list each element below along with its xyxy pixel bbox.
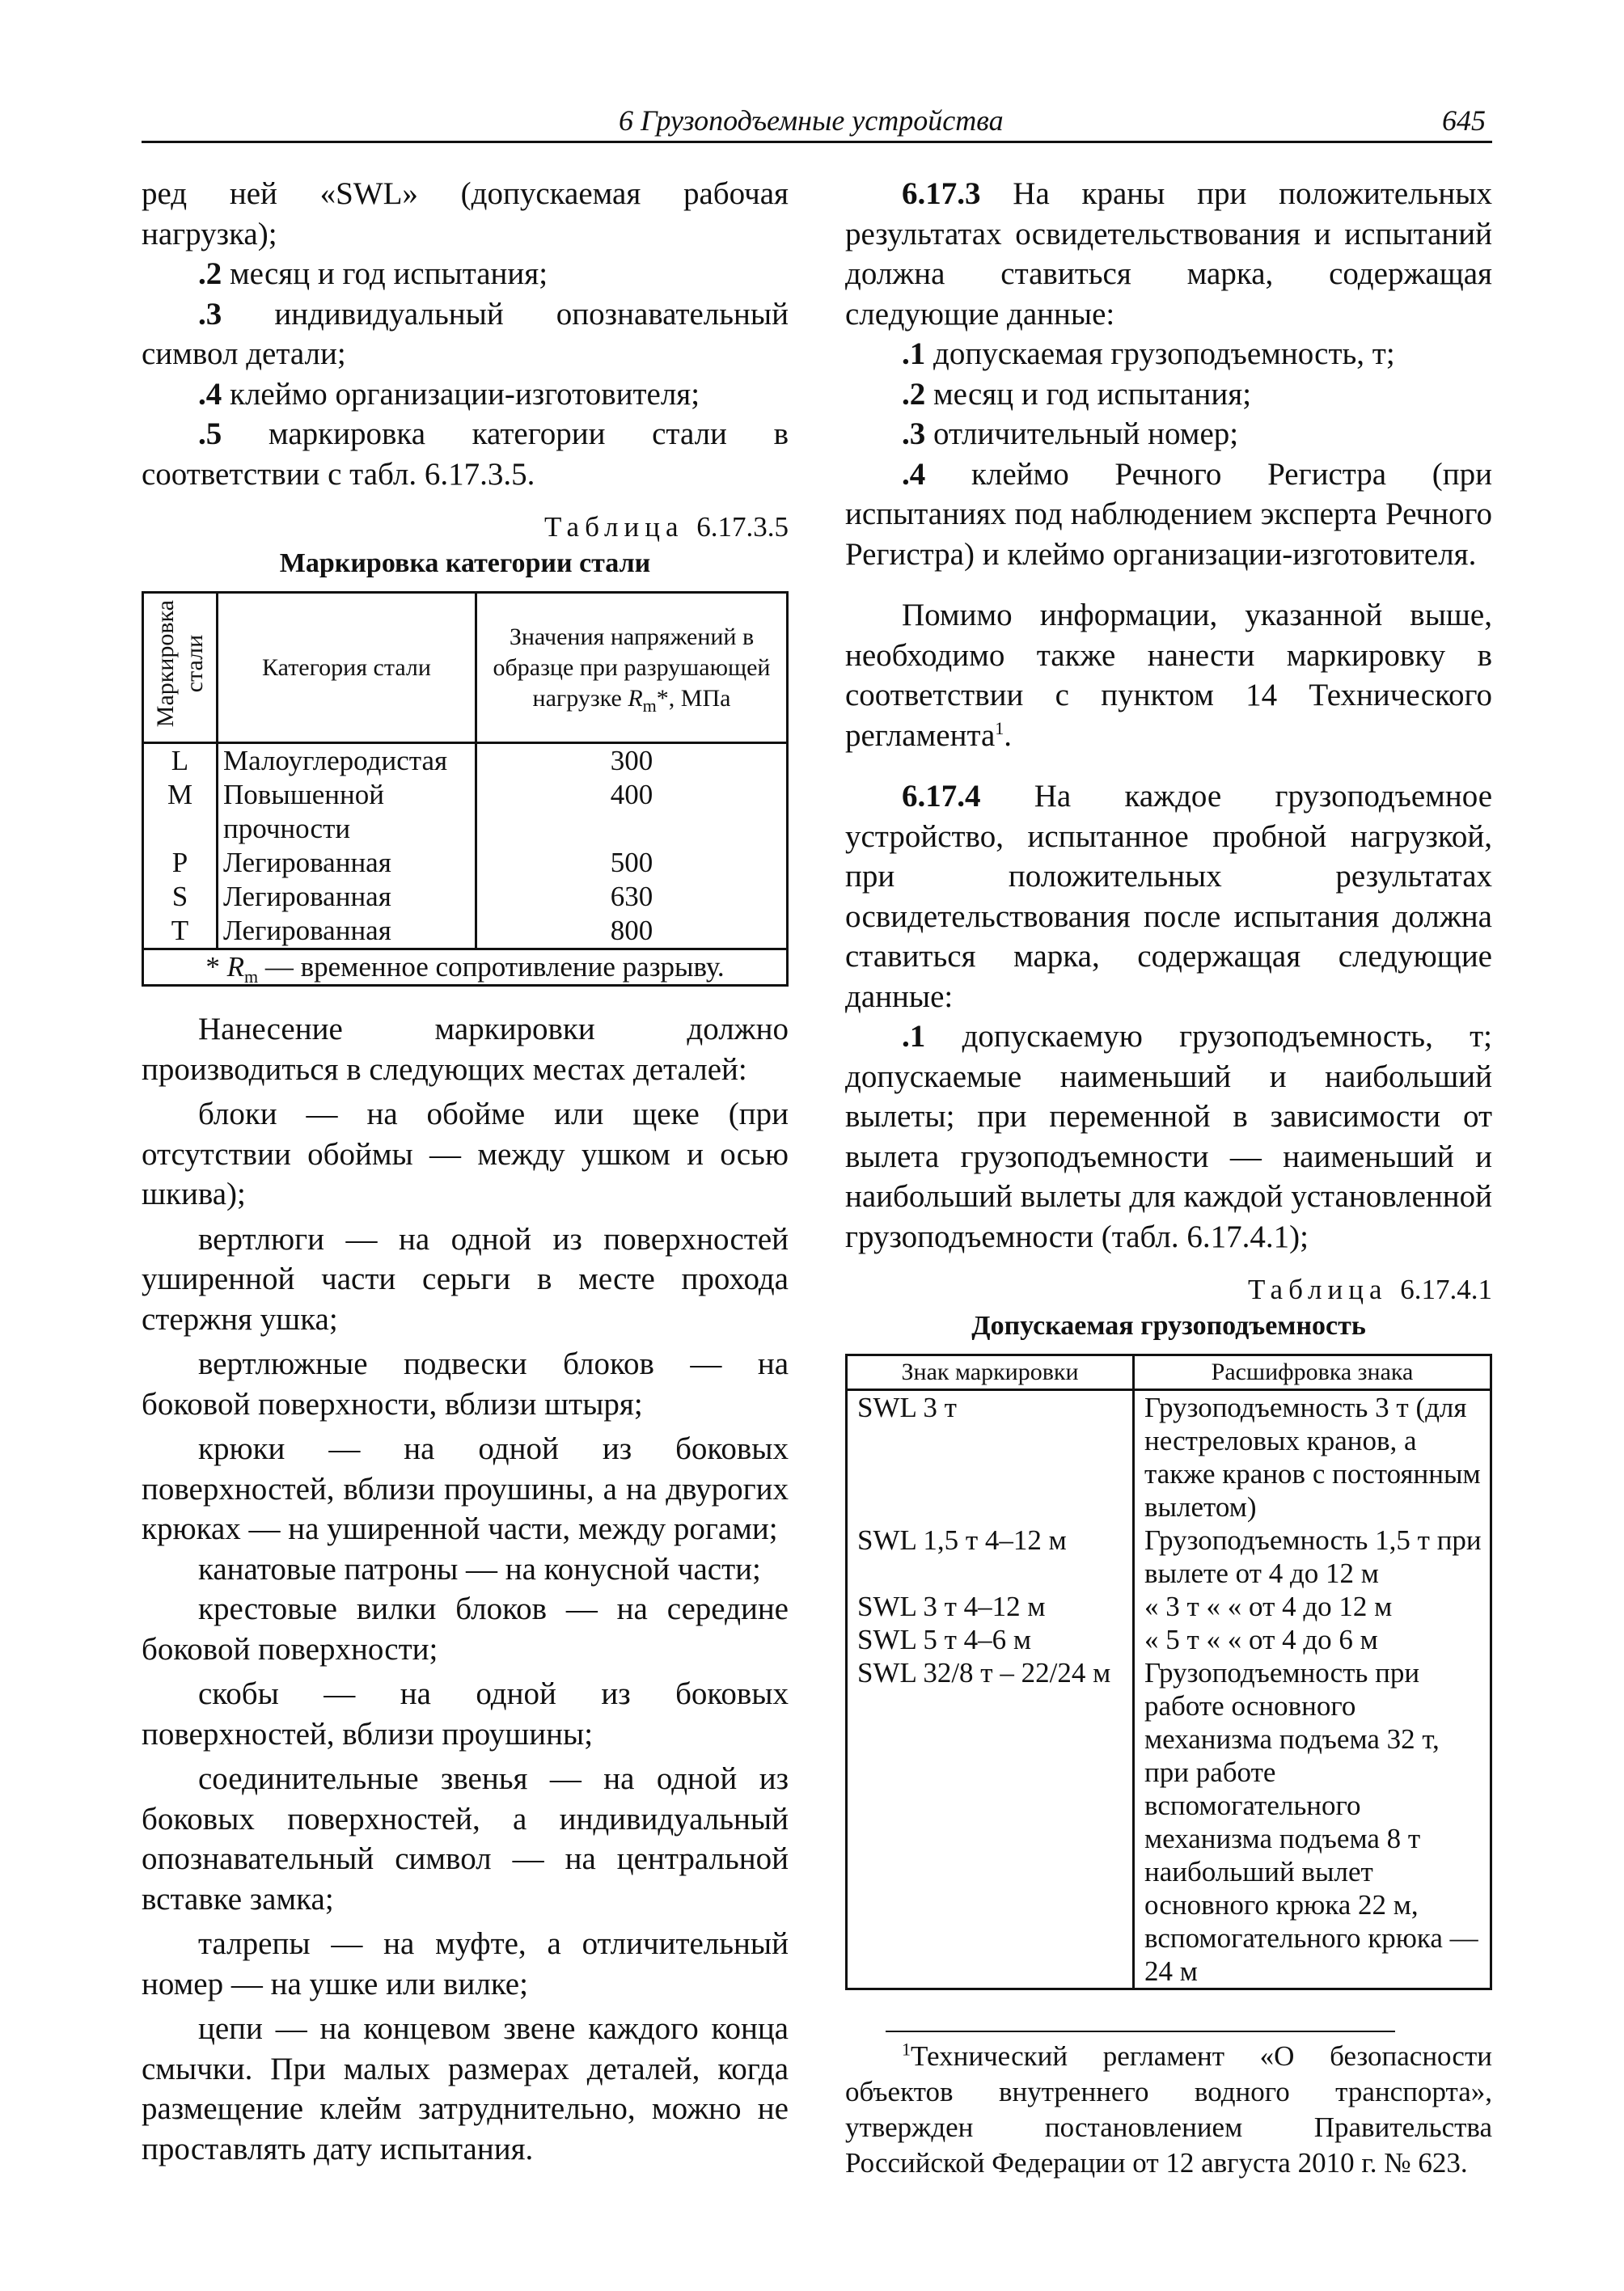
footnote-mark: 1 xyxy=(902,2039,911,2060)
list-item: .2 месяц и год испытания; xyxy=(902,376,1252,412)
table-title: Допускаемая грузоподъемность xyxy=(971,1311,1366,1341)
table-row xyxy=(847,1524,1491,1590)
page-number: 645 xyxy=(1442,104,1486,137)
section-number: 6.17.4 xyxy=(902,779,981,814)
cell-category: Легированная xyxy=(218,846,476,880)
item-number: .3 xyxy=(198,296,222,332)
footnote: $^1$Технический регламент «О безопасности объектов внутреннего водного транспорта», утвержден постановлением Правительства Российской Федерации от 12 августа 2010 г. № 623. xyxy=(845,2039,1492,2179)
table-caption: Таблица 6.17.3.5 xyxy=(544,511,789,543)
table-row xyxy=(847,1590,1491,1623)
cell-mark: L xyxy=(143,743,218,779)
table-row xyxy=(143,880,788,914)
paragraph: канатовые патроны — на конусной части; xyxy=(198,1551,761,1587)
cell-mark: P xyxy=(143,846,218,880)
cell-desc: Грузоподъемность 1,5 т при вылете от 4 до 12 м xyxy=(1134,1524,1491,1590)
cell-desc: « 5 т « « от 4 до 6 м xyxy=(1134,1623,1491,1656)
paragraph: вертлюжные подвески блоков — на боковой поверхности, вблизи штыря; xyxy=(142,1346,789,1422)
paragraph: блоки — на обойме или щеке (при отсутствии обоймы — между ушком и осью шкива); xyxy=(142,1097,789,1212)
running-header xyxy=(142,104,1492,143)
cell-sign: SWL 1,5 т 4–12 м xyxy=(847,1524,1134,1590)
paragraph: ред ней «SWL» (допускаемая рабочая нагрузка); xyxy=(142,176,789,252)
table-row xyxy=(847,1656,1491,1989)
cell-sign: SWL 3 т xyxy=(847,1390,1134,1524)
cell-category: Малоуглеродистая xyxy=(218,743,476,779)
paragraph: крестовые вилки блоков — на середине боковой поверхности; xyxy=(142,1591,789,1667)
section-number: 6.17.3 xyxy=(902,176,981,211)
left-column xyxy=(142,174,789,2169)
table-row xyxy=(143,743,788,779)
paragraph: соединительные звенья — на одной из боковых поверхностей, а индивидуальный опознавательный символ — на центральной вставке замка; xyxy=(142,1761,789,1917)
list-item: .1 допускаемая грузоподъемность, т; xyxy=(902,336,1395,371)
cell-value: 400 xyxy=(476,778,788,846)
chapter-title: 6 Грузоподъемные устройства xyxy=(619,104,1004,137)
paragraph: крюки — на одной из боковых поверхностей, вблизи проушины, а на двурогих крюках — на уширенной части, между рогами; xyxy=(142,1431,789,1547)
cell-category: Повышенной прочности xyxy=(218,778,476,846)
paragraph: цепи — на концевом звене каждого конца смычки. При малых размерах деталей, когда размещение клейм затруднительно, можно не проставлять дату испытания. xyxy=(142,2011,789,2166)
list-item: .3 отличительный номер; xyxy=(902,416,1239,451)
header-cell: Расшифровка знака xyxy=(1134,1355,1491,1390)
paragraph: Нанесение маркировки должно производиться в следующих местах деталей: xyxy=(142,1012,789,1087)
section-6-17-3: 6.17.3 На краны при положительных результатах освидетельствования и испытаний должна ставиться марка, содержащая следующие данные: xyxy=(845,176,1493,332)
footnote-divider xyxy=(886,2031,1395,2032)
item-number: .2 xyxy=(198,256,222,291)
table-title: Маркировка категории стали xyxy=(279,548,651,578)
cell-category: Легированная xyxy=(218,880,476,914)
cell-sign: SWL 32/8 т – 22/24 м xyxy=(847,1656,1134,1989)
table-header-row xyxy=(847,1355,1491,1390)
cell-mark: M xyxy=(143,778,218,846)
paragraph: вертлюги — на одной из поверхностей уширенной части серьги в месте прохода стержня ушка; xyxy=(142,1221,789,1337)
list-item xyxy=(142,414,789,494)
cell-value: 800 xyxy=(476,914,788,949)
paragraph: скобы — на одной из боковых поверхностей, вблизи проушины; xyxy=(142,1676,789,1752)
header-cell: Знак маркировки xyxy=(847,1355,1134,1390)
cell-desc: « 3 т « « от 4 до 12 м xyxy=(1134,1590,1491,1623)
list-item: .1 допускаемую грузоподъемность, т; допускаемые наименьший и наибольший вылеты; при переменной в зависимости от вылета грузоподъемности — наименьший и наибольший вылеты для каждой установленной грузоподъемности (табл. 6.17.4.1); xyxy=(845,1019,1493,1254)
item-text: месяц и год испытания; xyxy=(230,256,548,291)
table-row xyxy=(143,778,788,846)
table-footnote: * $R_m$ — временное сопротивление разрыву. xyxy=(143,949,788,986)
header-cell: Маркировка стали xyxy=(143,593,218,743)
header-cell: Значения напряжений в образце при разрушающей нагрузке $R_m*$, МПа xyxy=(476,593,788,743)
table-row xyxy=(143,914,788,949)
cell-sign: SWL 5 т 4–6 м xyxy=(847,1623,1134,1656)
footnote-ref: 1 xyxy=(995,717,1004,738)
item-number: .4 xyxy=(198,376,222,412)
cell-mark: S xyxy=(143,880,218,914)
cell-desc: Грузоподъемность при работе основного механизма подъема 32 т, при работе вспомогательного механизма подъема 8 т наибольший вылет основного крюка 22 м, вспомогательного крюка — 24 м xyxy=(1134,1656,1491,1989)
table-row xyxy=(847,1390,1491,1524)
table-row xyxy=(143,846,788,880)
cell-value: 630 xyxy=(476,880,788,914)
header-cell: Категория стали xyxy=(218,593,476,743)
list-item xyxy=(142,374,789,415)
item-number: .5 xyxy=(198,416,222,451)
cell-desc: Грузоподъемность 3 т (для нестреловых кранов, а также кранов с постоянным вылетом) xyxy=(1134,1390,1491,1524)
list-item: .4 клеймо Речного Регистра (при испытаниях под наблюдением эксперта Речного Регистра) и клеймо организации-изготовителя. xyxy=(845,456,1492,572)
table-header-row xyxy=(143,593,788,743)
cell-value: 300 xyxy=(476,743,788,779)
item-text: индивидуальный опознавательный символ детали; xyxy=(142,296,789,371)
steel-category-table xyxy=(142,591,789,987)
item-text: маркировка категории стали в соответствии с табл. 6.17.3.5. xyxy=(142,416,789,492)
list-item xyxy=(142,254,789,294)
paragraph: талрепы — на муфте, а отличительный номер — на ушке или вилке; xyxy=(142,1926,789,2001)
capacity-table xyxy=(845,1354,1492,1990)
item-text: клеймо организации-изготовителя; xyxy=(230,376,700,412)
cell-value: 500 xyxy=(476,846,788,880)
table-row xyxy=(847,1623,1491,1656)
table-footnote-row xyxy=(143,949,788,986)
table-caption: Таблица 6.17.4.1 xyxy=(1248,1274,1492,1305)
right-column xyxy=(845,174,1492,2181)
list-item xyxy=(142,294,789,374)
paragraph: Помимо информации, указанной выше, необходимо также нанести маркировку в соответствии с пунктом 14 Технического регламента$^1$. xyxy=(845,598,1492,753)
cell-sign: SWL 3 т 4–12 м xyxy=(847,1590,1134,1623)
cell-mark: T xyxy=(143,914,218,949)
section-6-17-4: 6.17.4 На каждое грузоподъемное устройство, испытанное пробной нагрузкой, при положительных результатах освидетельствования после испытания должна ставиться марка, содержащая следующие данные: xyxy=(845,779,1493,1014)
cell-category: Легированная xyxy=(218,914,476,949)
